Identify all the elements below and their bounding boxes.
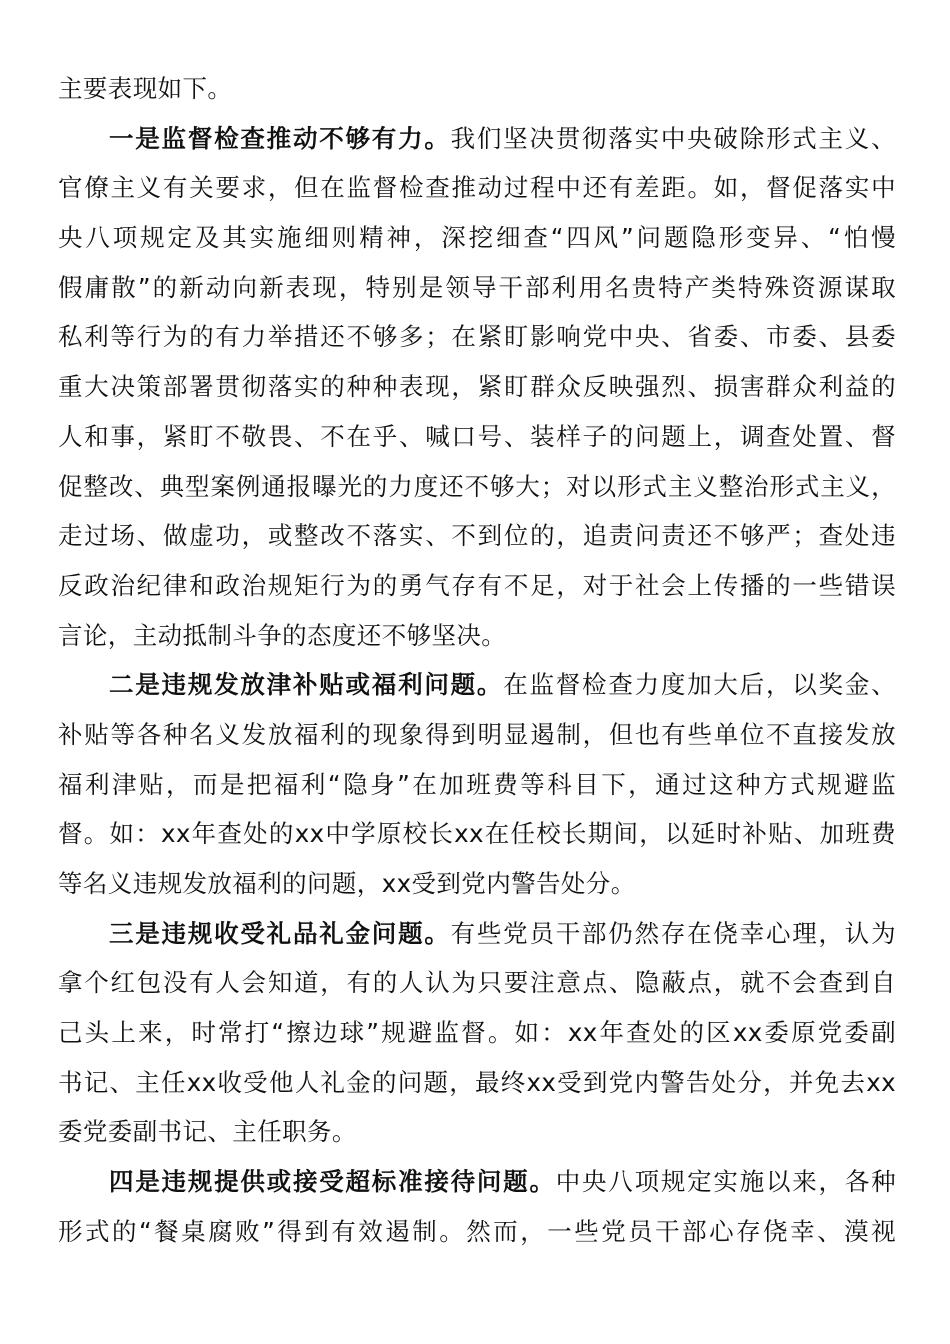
paragraph-3-heading: 三是违规收受礼品礼金问题。 (109, 918, 451, 948)
line-text: 等名义违规发放福利的问题，xx受到党内警告处分。 (58, 869, 636, 898)
line-text: 书记、主任xx收受他人礼金的问题，最终xx受到党内警告处分，并免去xx (58, 1067, 896, 1097)
line-text: 我们坚决贯彻落实中央破除形式主义、 (450, 123, 896, 153)
line-text: 中央八项规定实施以来，各种 (555, 1167, 896, 1197)
line-text: 补贴等各种名义发放福利的现象得到明显遏制，但也有些单位不直接发放 (58, 719, 896, 749)
paragraph-4-heading: 四是违规提供或接受超标准接待问题。 (109, 1167, 556, 1197)
line-text: 在监督检查力度加大后，以奖金、 (503, 670, 896, 700)
text-line (58, 859, 896, 909)
text-line (58, 1008, 896, 1058)
text-line (58, 263, 896, 313)
text-line (58, 760, 896, 810)
paragraph-2-first-line (58, 660, 896, 710)
text-line (58, 561, 896, 611)
line-text: 重大决策部署贯彻落实的种种表现，紧盯群众反映强烈、损害群众利益的 (58, 372, 896, 402)
line-text: 督。如：xx年查处的xx中学原校长xx在任校长期间，以延时补贴、加班费 (58, 819, 896, 849)
paragraph-3-first-line (58, 909, 896, 959)
line-text: 有些党员干部仍然存在侥幸心理，认为 (450, 918, 896, 948)
text-line (58, 710, 896, 760)
text-line (58, 511, 896, 561)
line-text: 走过场、做虚功，或整改不落实、不到位的，追责问责还不够严；查处违 (58, 521, 896, 551)
line-text: 主要表现如下。 (58, 74, 233, 103)
line-text: 言论，主动抵制斗争的态度还不够坚决。 (58, 620, 507, 650)
text-line (58, 1058, 896, 1108)
line-text: 己头上来，时常打“擦边球”规避监督。如：xx年查处的区xx委原党委副 (58, 1018, 896, 1048)
text-line (58, 462, 896, 512)
paragraph-2-heading: 二是违规发放津补贴或福利问题。 (109, 670, 504, 700)
line-text: 委党委副书记、主任职务。 (58, 1117, 357, 1147)
text-line (58, 64, 896, 114)
line-text: 私利等行为的有力举措还不够多；在紧盯影响党中央、省委、市委、县委 (58, 322, 896, 352)
line-text: 官僚主义有关要求，但在监督检查推动过程中还有差距。如，督促落实中 (58, 173, 896, 203)
text-line (58, 362, 896, 412)
text-line (58, 809, 896, 859)
line-text: 形式的“餐桌腐败”得到有效遏制。然而，一些党员干部心存侥幸、漠视 (58, 1216, 896, 1246)
document-body (58, 64, 896, 1257)
text-line (58, 312, 896, 362)
paragraph-1-first-line (58, 114, 896, 164)
line-text: 人和事，紧盯不敬畏、不在乎、喊口号、装样子的问题上，调查处置、督 (58, 421, 896, 451)
line-text: 假庸散”的新动向新表现，特别是领导干部利用名贵特产类特殊资源谋取 (58, 272, 896, 302)
line-text: 央八项规定及其实施细则精神，深挖细查“四风”问题隐形变异、“怕慢 (58, 223, 896, 253)
line-text: 反政治纪律和政治规矩行为的勇气存有不足，对于社会上传播的一些错误 (58, 570, 896, 600)
text-line (58, 412, 896, 462)
text-line (58, 1107, 896, 1157)
paragraph-4-first-line (58, 1157, 896, 1207)
paragraph-1-heading: 一是监督检查推动不够有力。 (109, 123, 451, 153)
text-line (58, 163, 896, 213)
text-line (58, 958, 896, 1008)
text-line (58, 1207, 896, 1257)
text-line (58, 611, 896, 661)
line-text: 拿个红包没有人会知道，有的人认为只要注意点、隐蔽点，就不会查到自 (58, 968, 896, 998)
line-text: 促整改、典型案例通报曝光的力度还不够大；对以形式主义整治形式主义， (58, 471, 896, 501)
line-text: 福利津贴，而是把福利“隐身”在加班费等科目下，通过这种方式规避监 (58, 769, 896, 799)
text-line (58, 213, 896, 263)
